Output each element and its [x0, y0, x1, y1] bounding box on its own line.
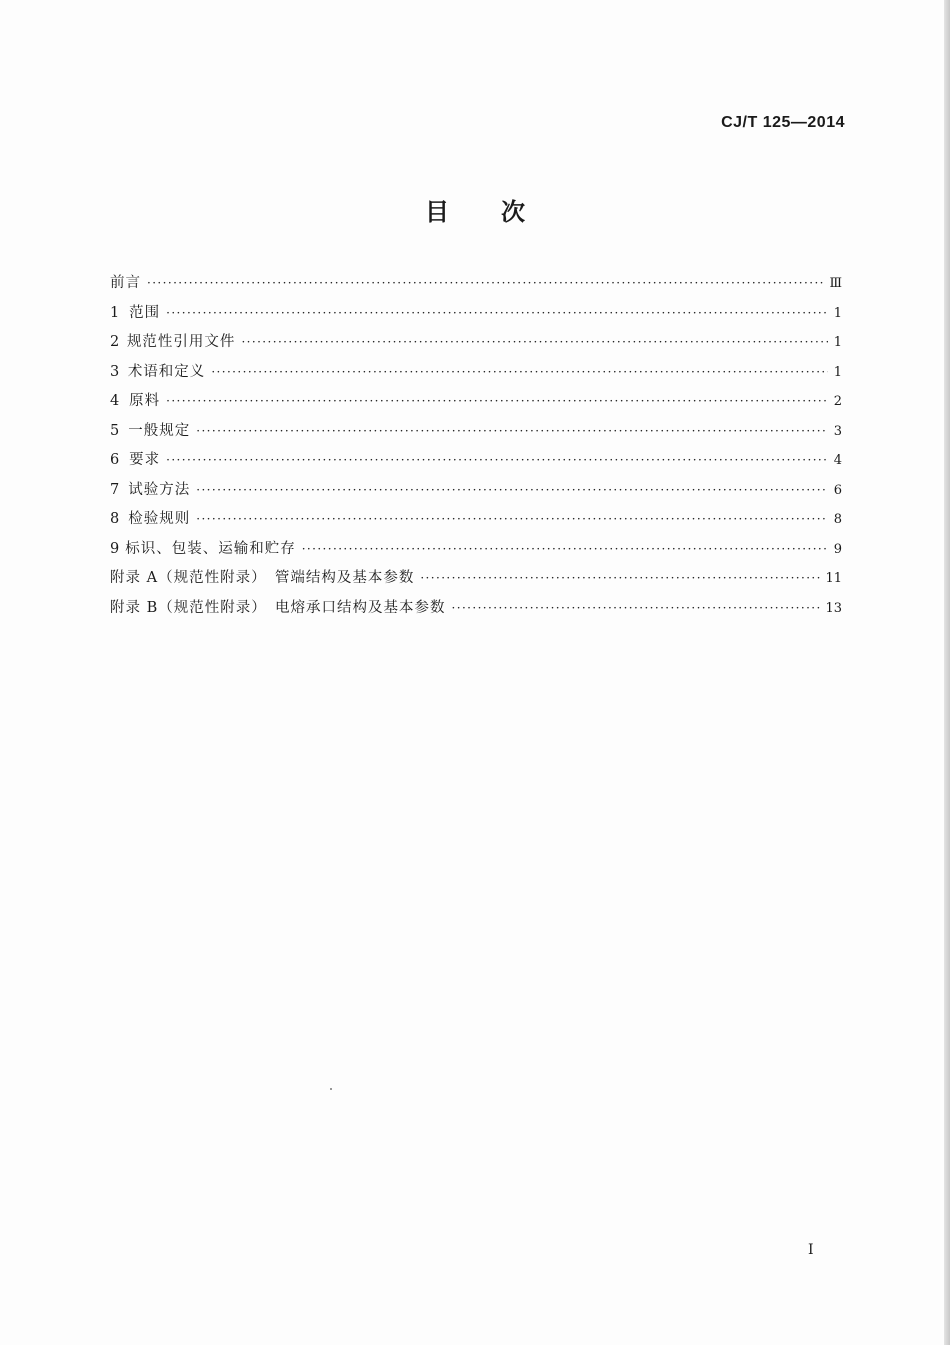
- standard-code: CJ/T 125—2014: [721, 114, 845, 131]
- dot-leader: [166, 306, 828, 320]
- toc-entry-page: 2: [833, 394, 842, 409]
- dot-leader: [302, 542, 828, 556]
- toc-entry-5[interactable]: [110, 419, 842, 449]
- toc-entry-page: 1: [833, 364, 842, 380]
- dot-leader: [196, 512, 828, 526]
- toc-entry-number: 5: [110, 422, 120, 439]
- toc-entry-page: 13: [825, 600, 842, 616]
- toc-entry-preface[interactable]: [110, 271, 842, 301]
- toc-entry-label: 原料: [129, 393, 161, 409]
- dot-leader: [166, 453, 828, 467]
- dot-leader: [420, 571, 821, 585]
- dot-leader: [452, 601, 822, 615]
- toc-entry-page: 4: [833, 453, 842, 468]
- toc-entry-label: 检验规则: [128, 511, 191, 527]
- toc-entry-label: 术语和定义: [127, 363, 206, 380]
- toc-entry-label: 一般规定: [128, 422, 191, 439]
- toc-entry-page: 3: [833, 423, 842, 439]
- dot-leader: [196, 483, 828, 497]
- toc-entry-8[interactable]: [110, 507, 842, 537]
- toc-entry-2[interactable]: [110, 330, 842, 360]
- toc-entry-number: 2: [110, 334, 120, 350]
- toc-entry-label: 规范性引用文件: [126, 334, 236, 350]
- toc-entry-7[interactable]: [110, 478, 842, 508]
- toc-entry-3[interactable]: [110, 360, 842, 390]
- toc-entry-appendix-a[interactable]: [110, 566, 842, 596]
- dot-leader: [241, 335, 828, 349]
- toc-entry-page: 6: [833, 482, 842, 498]
- toc-entry-number: 3: [110, 363, 120, 380]
- dot-leader: [147, 276, 825, 290]
- toc-entry-6[interactable]: [110, 448, 842, 478]
- toc-entry-number: 6: [110, 452, 120, 468]
- toc-entry-page: 1: [833, 305, 842, 321]
- toc-entry-label: 附录 B（规范性附录） 电熔承口结构及基本参数: [110, 599, 446, 616]
- table-of-contents: [110, 271, 842, 625]
- toc-entry-label: 附录 A（规范性附录） 管端结构及基本参数: [110, 570, 415, 586]
- toc-entry-1[interactable]: [110, 301, 842, 331]
- toc-entry-label: 试验方法: [128, 481, 191, 498]
- toc-entry-4[interactable]: [110, 389, 842, 419]
- toc-entry-number: 8: [110, 511, 120, 527]
- dot-leader: [166, 394, 828, 408]
- toc-entry-label: 前言: [110, 275, 141, 291]
- toc-entry-page: 9: [833, 541, 842, 557]
- page-title: 目次: [425, 198, 577, 226]
- toc-entry-number: 1: [110, 304, 120, 321]
- page-number: I: [808, 1242, 814, 1258]
- toc-entry-number: 9: [110, 540, 120, 557]
- toc-entry-9[interactable]: [110, 537, 842, 567]
- toc-entry-label: 标识、包装、运输和贮存: [125, 540, 296, 557]
- toc-entry-label: 要求: [129, 452, 161, 468]
- dot-leader: [211, 365, 828, 379]
- dot-leader: [196, 424, 828, 438]
- toc-entry-number: 7: [110, 481, 120, 498]
- toc-entry-page: 8: [833, 512, 842, 527]
- toc-entry-number: 4: [110, 393, 120, 409]
- scan-speck: [330, 1088, 332, 1090]
- toc-entry-appendix-b[interactable]: [110, 596, 842, 626]
- toc-entry-page: 11: [825, 571, 842, 586]
- toc-entry-page: Ⅲ: [829, 276, 842, 291]
- toc-entry-page: 1: [833, 335, 842, 350]
- toc-entry-label: 范围: [129, 304, 161, 321]
